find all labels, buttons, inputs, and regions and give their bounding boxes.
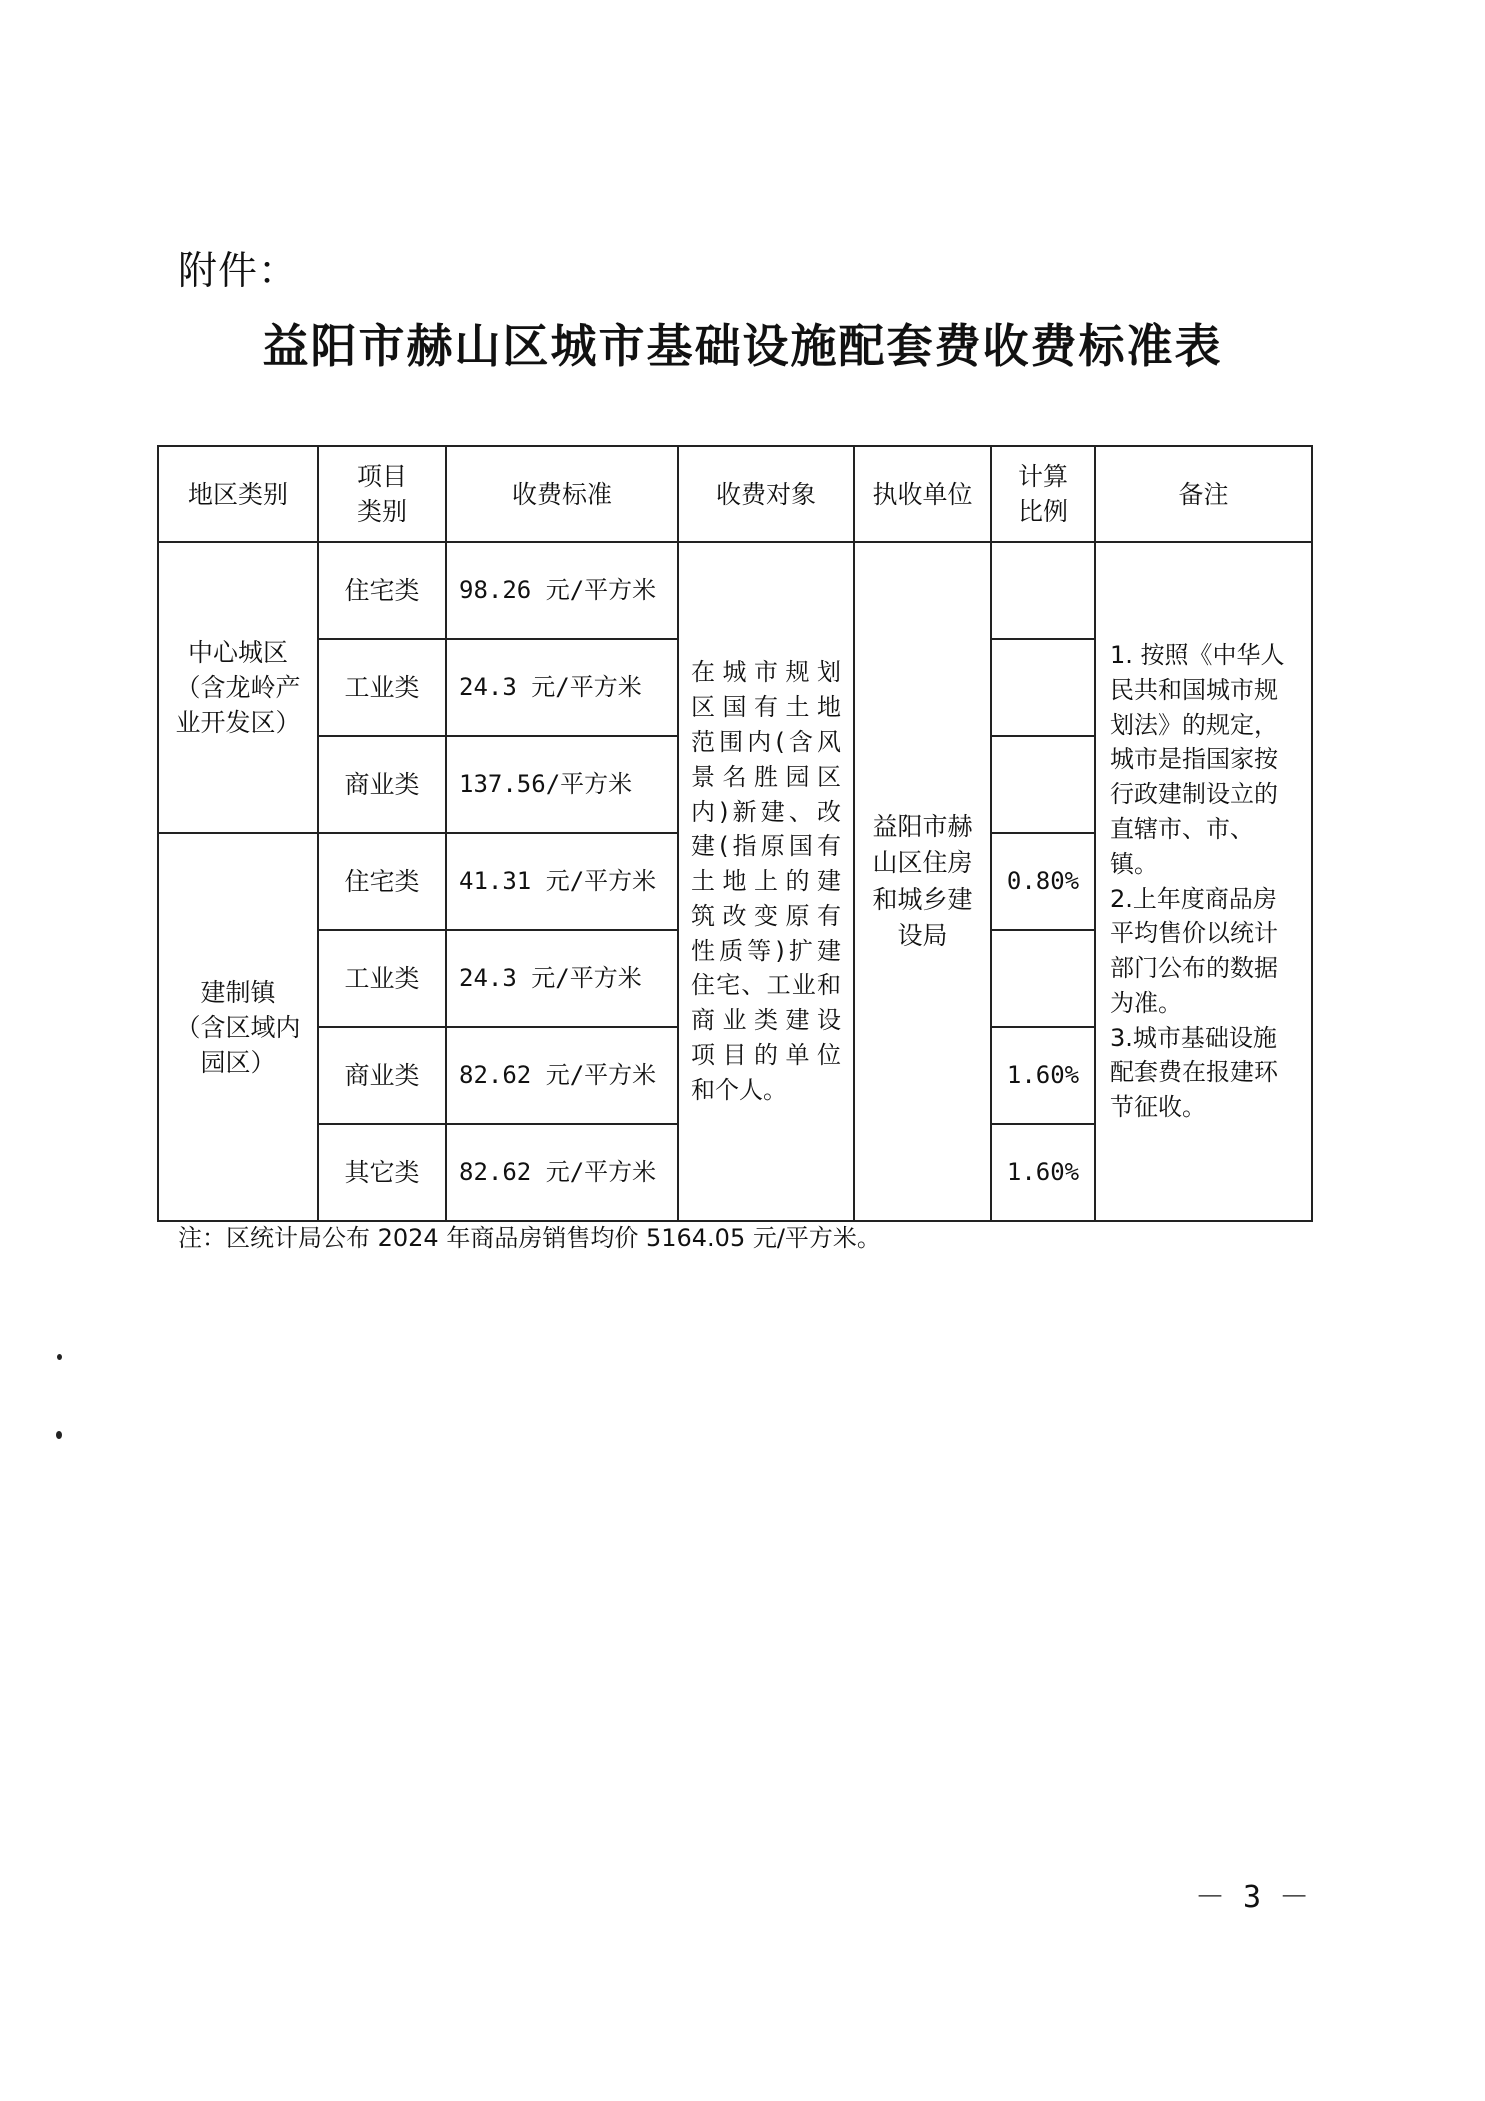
page-number: － 3 － [1195,1880,1310,1915]
collector-line: 山区住房 [872,848,973,878]
payer-line: 景名胜园区 [691,762,841,791]
remarks-line: 为准。 [1110,988,1182,1017]
remarks-line: 民共和国城市规 [1110,675,1278,704]
remarks-line: 直辖市、市、镇。 [1110,814,1254,878]
remarks-line: 平均售价以统计 [1110,919,1278,948]
header-ratio-line: 计算 [1017,462,1068,491]
standard-cell: 82.62 元/平方米 [446,1027,678,1124]
header-payer: 收费对象 [678,446,854,542]
payer-line: 建(指原国有 [691,832,841,861]
payer-line: 住宅、工业和 [691,971,841,1000]
header-region: 地区类别 [158,446,318,542]
payer-line: 内)新建、改 [691,797,841,826]
header-category-line: 项目 [356,462,407,491]
category-cell: 住宅类 [318,542,446,639]
remarks-line: 配套费在报建环 [1110,1058,1278,1087]
category-cell: 其它类 [318,1124,446,1221]
remarks-line: 行政建制设立的 [1110,780,1278,809]
remarks-line: 2.上年度商品房 [1110,884,1277,913]
payer-line: 筑改变原有 [691,901,841,930]
remarks-line: 3.城市基础设施 [1110,1023,1277,1052]
fee-standard-table [157,445,1313,1222]
region-line: 建制镇 [200,977,276,1007]
standard-cell: 24.3 元/平方米 [446,639,678,736]
ratio-cell [991,930,1095,1027]
standard-cell: 98.26 元/平方米 [446,542,678,639]
ratio-cell: 1.60% [991,1124,1095,1221]
payer-line: 土地上的建 [691,867,841,896]
header-category-line: 类别 [356,497,407,526]
remarks-line: 划法》的规定， [1110,710,1278,739]
category-cell: 商业类 [318,736,446,833]
header-ratio-line: 比例 [1017,497,1068,526]
standard-cell: 41.31 元/平方米 [446,833,678,930]
region-line: 园区） [200,1047,276,1077]
ratio-cell: 0.80% [991,833,1095,930]
standard-cell: 137.56/平方米 [446,736,678,833]
ratio-cell: 1.60% [991,1027,1095,1124]
collector-line: 和城乡建 [872,884,973,914]
scan-speck [57,1354,62,1360]
standard-cell: 82.62 元/平方米 [446,1124,678,1221]
scan-speck [56,1431,62,1439]
payer-cell [678,542,854,1221]
region-central-cell [158,542,318,833]
remarks-line: 城市是指国家按 [1110,745,1278,774]
region-town-cell [158,833,318,1221]
ratio-cell [991,639,1095,736]
document-title: 益阳市赫山区城市基础设施配套费收费标准表 [262,319,1223,373]
ratio-cell [991,736,1095,833]
region-line: 中心城区 [187,638,288,667]
category-cell: 住宅类 [318,833,446,930]
header-remarks: 备注 [1095,446,1312,542]
attachment-label: 附件： [178,249,299,294]
header-ratio [991,446,1095,542]
standard-cell: 24.3 元/平方米 [446,930,678,1027]
payer-line: 范围内(含风 [691,727,841,756]
region-line: （含龙岭产 [175,673,301,702]
header-collector: 执收单位 [854,446,991,542]
table-header-row [158,446,1312,542]
category-cell: 工业类 [318,930,446,1027]
region-line: 业开发区） [175,708,301,737]
payer-line: 区国有土地 [691,693,841,722]
category-cell: 商业类 [318,1027,446,1124]
remarks-line: 节征收。 [1110,1093,1206,1122]
payer-line: 商业类建设 [691,1006,841,1035]
table-row [158,542,1312,639]
footnote: 注：区统计局公布 2024 年商品房销售均价 5164.05 元/平方米。 [178,1224,881,1252]
remarks-line: 1. 按照《中华人 [1110,640,1285,669]
region-line: （含区域内 [175,1012,301,1042]
remarks-line: 部门公布的数据 [1110,954,1278,983]
payer-line: 和个人。 [691,1075,787,1104]
category-cell: 工业类 [318,639,446,736]
payer-line: 性质等)扩建 [691,936,841,965]
ratio-cell [991,542,1095,639]
payer-line: 在城市规划 [691,658,841,687]
collector-line: 设局 [897,920,948,950]
remarks-cell [1095,542,1312,1221]
collector-cell [854,542,991,1221]
header-standard: 收费标准 [446,446,678,542]
collector-line: 益阳市赫 [872,812,973,841]
header-category [318,446,446,542]
payer-line: 项目的单位 [691,1041,841,1070]
